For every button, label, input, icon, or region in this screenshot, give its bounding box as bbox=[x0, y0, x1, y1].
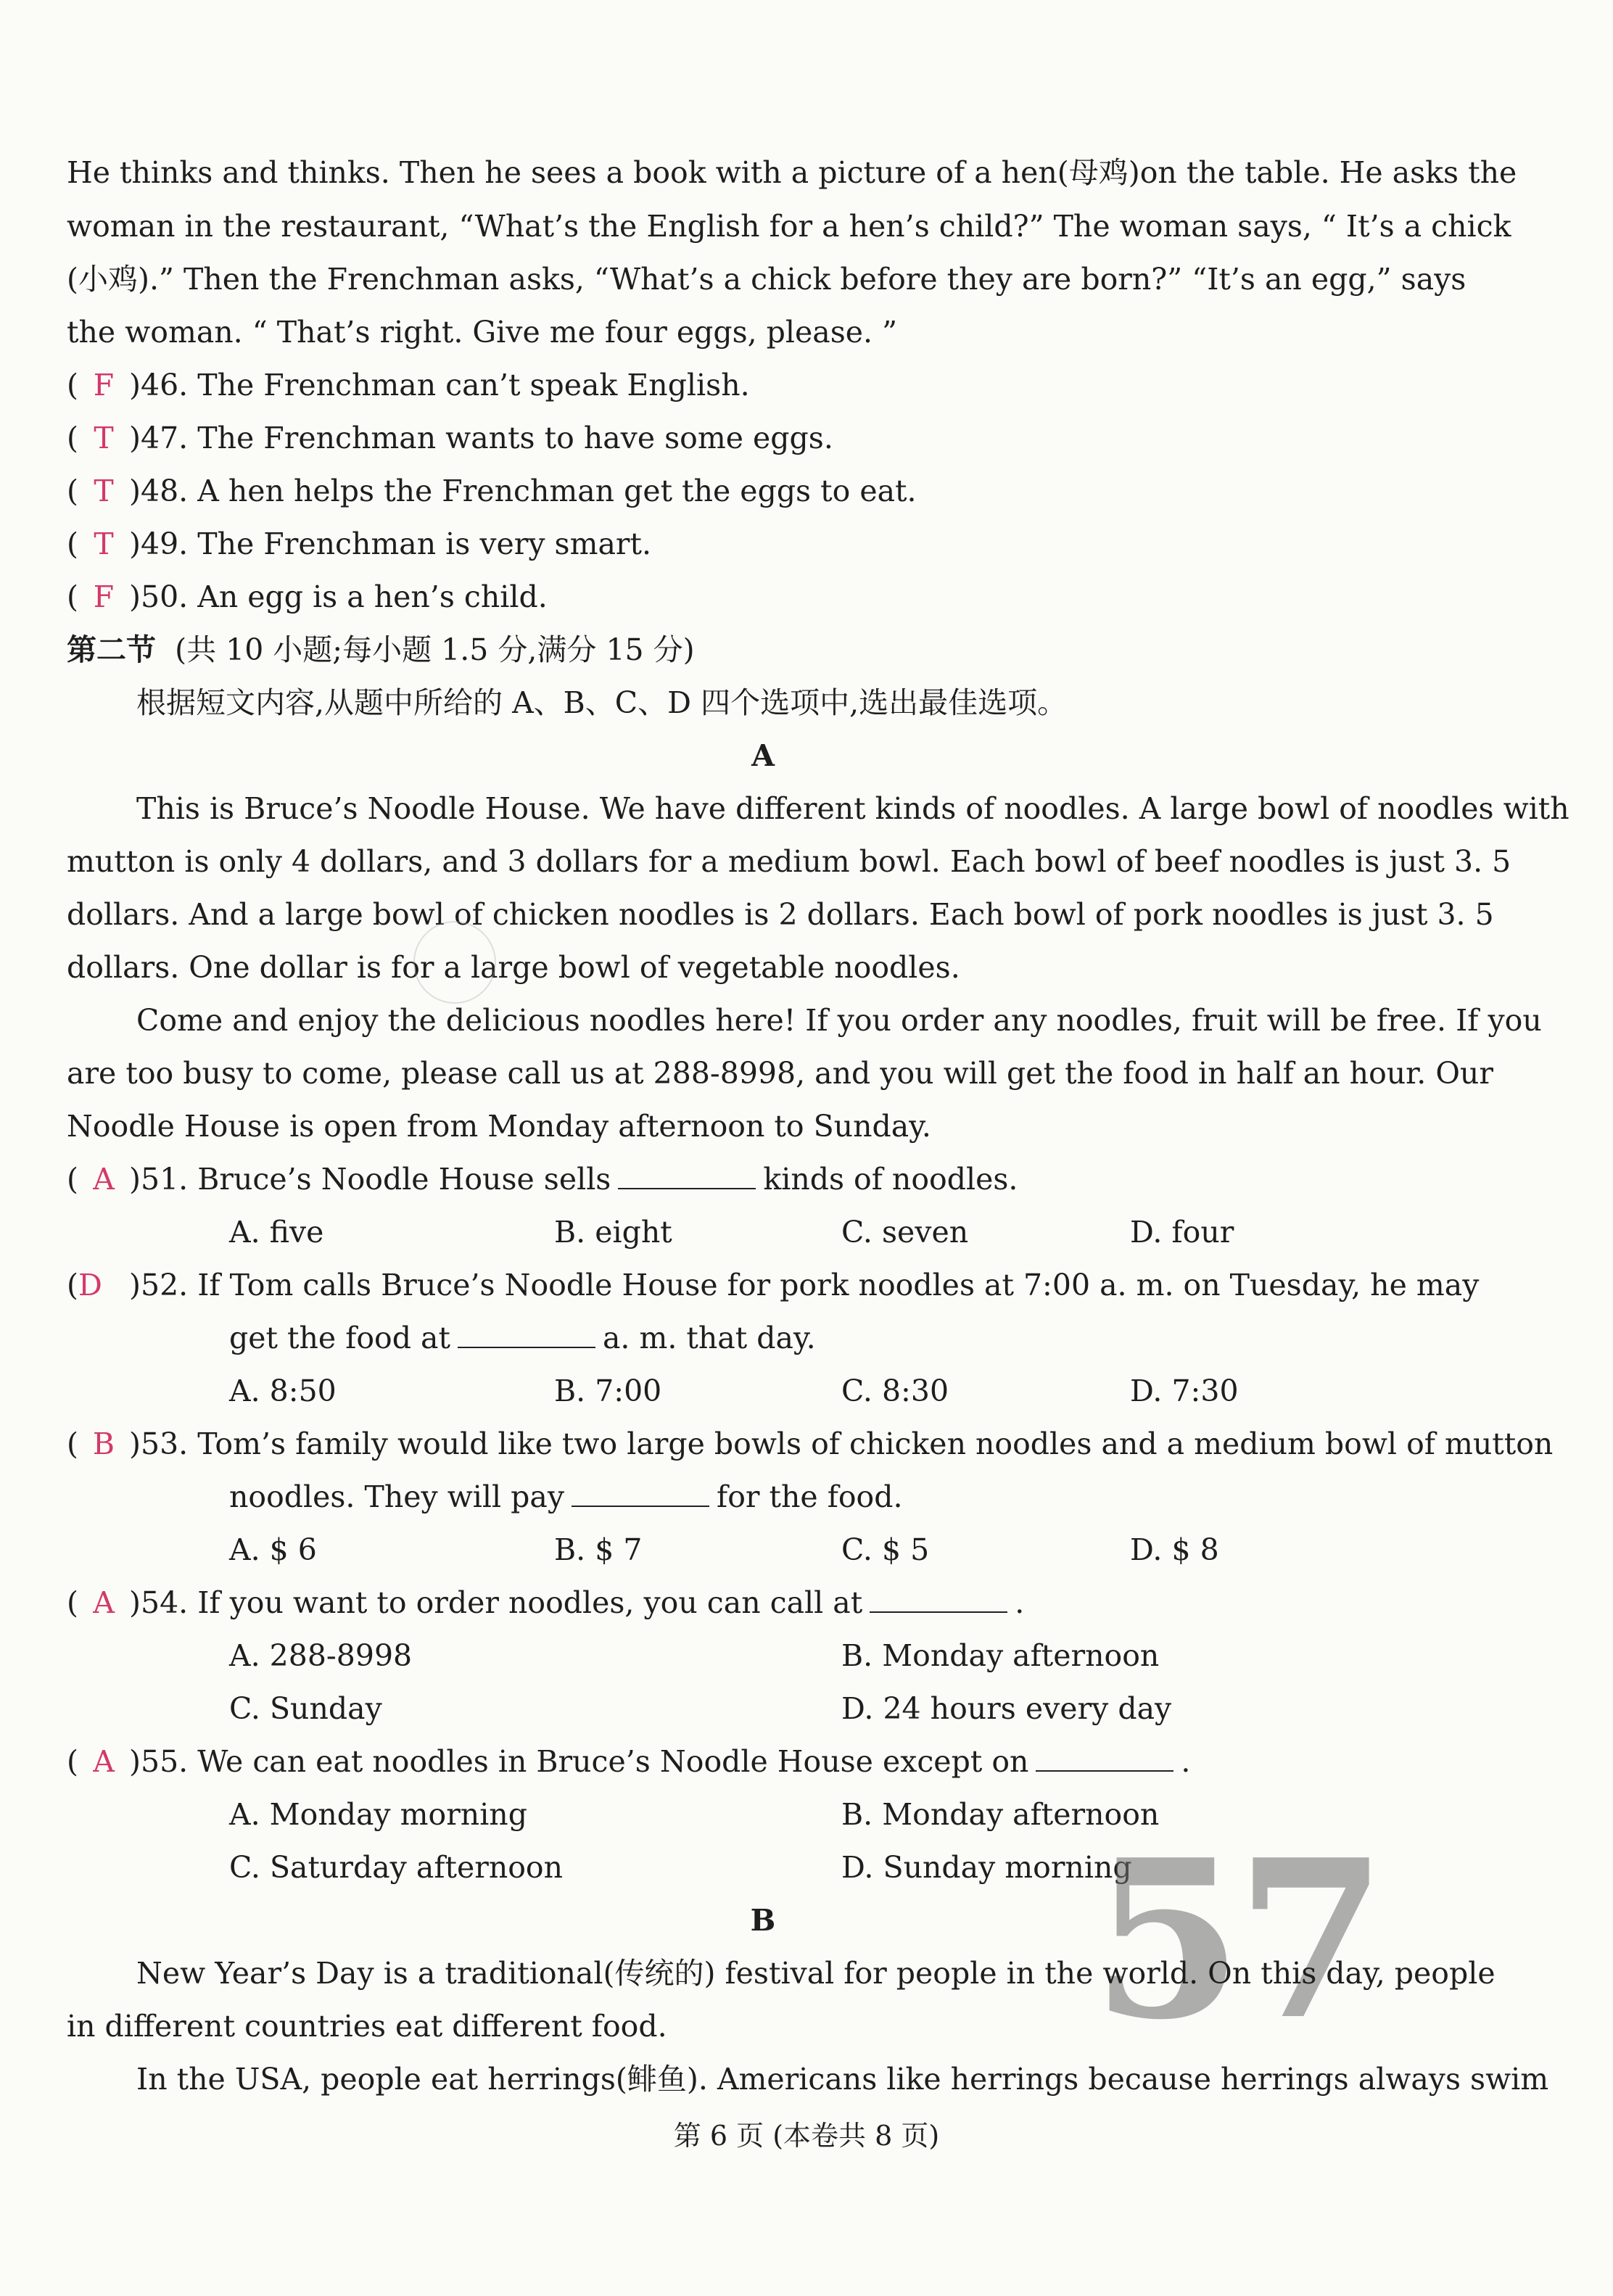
question-text: 49. The Frenchman is very smart. bbox=[141, 526, 652, 561]
option: C. seven bbox=[841, 1215, 969, 1250]
option: D. $ 8 bbox=[1130, 1532, 1219, 1567]
question-text: 55. We can eat noodles in Bruce’s Noodle House except on bbox=[141, 1744, 1029, 1779]
section-instruction: 根据短文内容,从题中所给的 A、B、C、D 四个选项中,选出最佳选项。 bbox=[136, 685, 1068, 720]
question-text: 52. If Tom calls Bruce’s Noodle House for pork noodles at 7:00 a. m. on Tuesday, he may bbox=[141, 1268, 1480, 1302]
option: D. 24 hours every day bbox=[841, 1691, 1172, 1726]
option: C. 8:30 bbox=[841, 1374, 949, 1408]
option: D. 7:30 bbox=[1130, 1374, 1239, 1408]
tf-question: ( F )46. The Frenchman can’t speak English. bbox=[67, 358, 1459, 412]
option: B. eight bbox=[554, 1215, 672, 1250]
mc-question: ( B )53. Tom’s family would like two large bowls of chicken noodles and a medium bowl of mutton bbox=[67, 1417, 1459, 1471]
option: B. 7:00 bbox=[554, 1374, 662, 1408]
answer-mark: A bbox=[93, 1162, 115, 1197]
passage-line: woman in the restaurant, “What’s the English for a hen’s child?” The woman says, “ It’s a chick bbox=[67, 209, 1511, 244]
answer-mark: A bbox=[93, 1585, 115, 1620]
question-text: a. m. that day. bbox=[602, 1321, 816, 1355]
question-text: for the food. bbox=[717, 1479, 903, 1514]
option: C. Saturday afternoon bbox=[229, 1850, 564, 1885]
section-heading bbox=[67, 623, 1459, 677]
passage-line: In the USA, people eat herrings(鲱鱼). Americans like herrings because herrings always swim bbox=[136, 2062, 1549, 2097]
answer-mark: F bbox=[93, 368, 115, 402]
question-text: . bbox=[1015, 1585, 1025, 1620]
section-info: (共 10 小题;每小题 1.5 分,满分 15 分) bbox=[175, 632, 695, 667]
tf-question: ( F )50. An egg is a hen’s child. bbox=[67, 570, 1459, 624]
answer-mark: T bbox=[94, 526, 114, 561]
question-text: 48. A hen helps the Frenchman get the eggs to eat. bbox=[141, 474, 917, 508]
answer-mark: A bbox=[93, 1744, 115, 1779]
page-footer: 第 6 页 (本卷共 8 页) bbox=[673, 2120, 940, 2152]
page-stamp-number: 57 bbox=[1092, 1812, 1380, 2068]
option: C. Sunday bbox=[229, 1691, 382, 1726]
passage-line: He thinks and thinks. Then he sees a book with a picture of a hen(母鸡)on the table. He asks the bbox=[67, 155, 1517, 190]
question-text: 47. The Frenchman wants to have some eggs. bbox=[141, 421, 833, 455]
option: D. four bbox=[1130, 1215, 1234, 1250]
tf-question: ( T )47. The Frenchman wants to have some eggs. bbox=[67, 411, 1459, 465]
passage-label: B bbox=[750, 1903, 776, 1938]
passage-line: New Year’s Day is a traditional(传统的) festival for people in the world. On this day, people bbox=[136, 1956, 1496, 1991]
answer-mark: F bbox=[93, 579, 115, 614]
passage-line: Come and enjoy the delicious noodles here! If you order any noodles, fruit will be free. If you bbox=[136, 1003, 1542, 1038]
option: D. Sunday morning bbox=[841, 1850, 1132, 1885]
option: A. 8:50 bbox=[229, 1374, 337, 1408]
answer-blank bbox=[572, 1484, 709, 1507]
watermark-seal bbox=[413, 921, 496, 1004]
question-text: 46. The Frenchman can’t speak English. bbox=[141, 368, 750, 402]
option: A. five bbox=[229, 1215, 324, 1250]
passage-line: dollars. And a large bowl of chicken noodles is 2 dollars. Each bowl of pork noodles is just 3. 5 bbox=[67, 897, 1494, 932]
question-text: 50. An egg is a hen’s child. bbox=[141, 579, 548, 614]
passage-label: A bbox=[751, 738, 775, 773]
question-text: get the food at bbox=[229, 1321, 450, 1355]
answer-blank bbox=[458, 1325, 595, 1348]
option: B. Monday afternoon bbox=[841, 1638, 1160, 1673]
passage-line: This is Bruce’s Noodle House. We have different kinds of noodles. A large bowl of noodles with bbox=[136, 791, 1569, 826]
passage-line: (小鸡).” Then the Frenchman asks, “What’s a chick before they are born?” “It’s an egg,” says bbox=[67, 262, 1466, 297]
question-text: kinds of noodles. bbox=[763, 1162, 1018, 1197]
option: B. $ 7 bbox=[554, 1532, 643, 1567]
tf-question: ( T )48. A hen helps the Frenchman get the eggs to eat. bbox=[67, 464, 1459, 518]
mc-question: (D )52. If Tom calls Bruce’s Noodle House for pork noodles at 7:00 a. m. on Tuesday, he may bbox=[67, 1258, 1459, 1312]
question-text: 54. If you want to order noodles, you can call at bbox=[141, 1585, 863, 1620]
question-text: 51. Bruce’s Noodle House sells bbox=[141, 1162, 611, 1197]
mc-question: ( A )51. Bruce’s Noodle House sells kinds of noodles. bbox=[67, 1152, 1459, 1206]
answer-mark: D bbox=[78, 1268, 102, 1302]
answer-mark: T bbox=[94, 474, 114, 508]
passage-line: Noodle House is open from Monday afternoon to Sunday. bbox=[67, 1109, 931, 1144]
question-text: noodles. They will pay bbox=[229, 1479, 565, 1514]
question-continuation bbox=[229, 1311, 816, 1365]
option: A. Monday morning bbox=[229, 1797, 527, 1832]
option: A. $ 6 bbox=[229, 1532, 317, 1567]
option: A. 288-8998 bbox=[229, 1638, 413, 1673]
question-text: . bbox=[1181, 1744, 1191, 1779]
section-title: 第二节 bbox=[67, 632, 156, 667]
option: B. Monday afternoon bbox=[841, 1797, 1160, 1832]
mc-question: ( A )54. If you want to order noodles, you can call at . bbox=[67, 1576, 1459, 1630]
question-continuation bbox=[229, 1470, 903, 1524]
answer-mark: T bbox=[94, 421, 114, 455]
passage-line: mutton is only 4 dollars, and 3 dollars for a medium bowl. Each bowl of beef noodles is just 3. 5 bbox=[67, 844, 1511, 879]
option: C. $ 5 bbox=[841, 1532, 930, 1567]
answer-blank bbox=[1036, 1748, 1173, 1772]
passage-line: are too busy to come, please call us at 288-8998, and you will get the food in half an hour. Our bbox=[67, 1056, 1493, 1091]
passage-line: the woman. “ That’s right. Give me four eggs, please. ” bbox=[67, 315, 898, 350]
passage-line: in different countries eat different food. bbox=[67, 2009, 667, 2044]
tf-question: ( T )49. The Frenchman is very smart. bbox=[67, 517, 1459, 571]
answer-blank bbox=[618, 1166, 756, 1189]
mc-question: ( A )55. We can eat noodles in Bruce’s Noodle House except on . bbox=[67, 1735, 1459, 1788]
answer-blank bbox=[870, 1590, 1007, 1613]
passage-line: dollars. One dollar is for a large bowl of vegetable noodles. bbox=[67, 950, 960, 985]
question-text: 53. Tom’s family would like two large bowls of chicken noodles and a medium bowl of mutton bbox=[141, 1426, 1554, 1461]
answer-mark: B bbox=[92, 1426, 115, 1461]
